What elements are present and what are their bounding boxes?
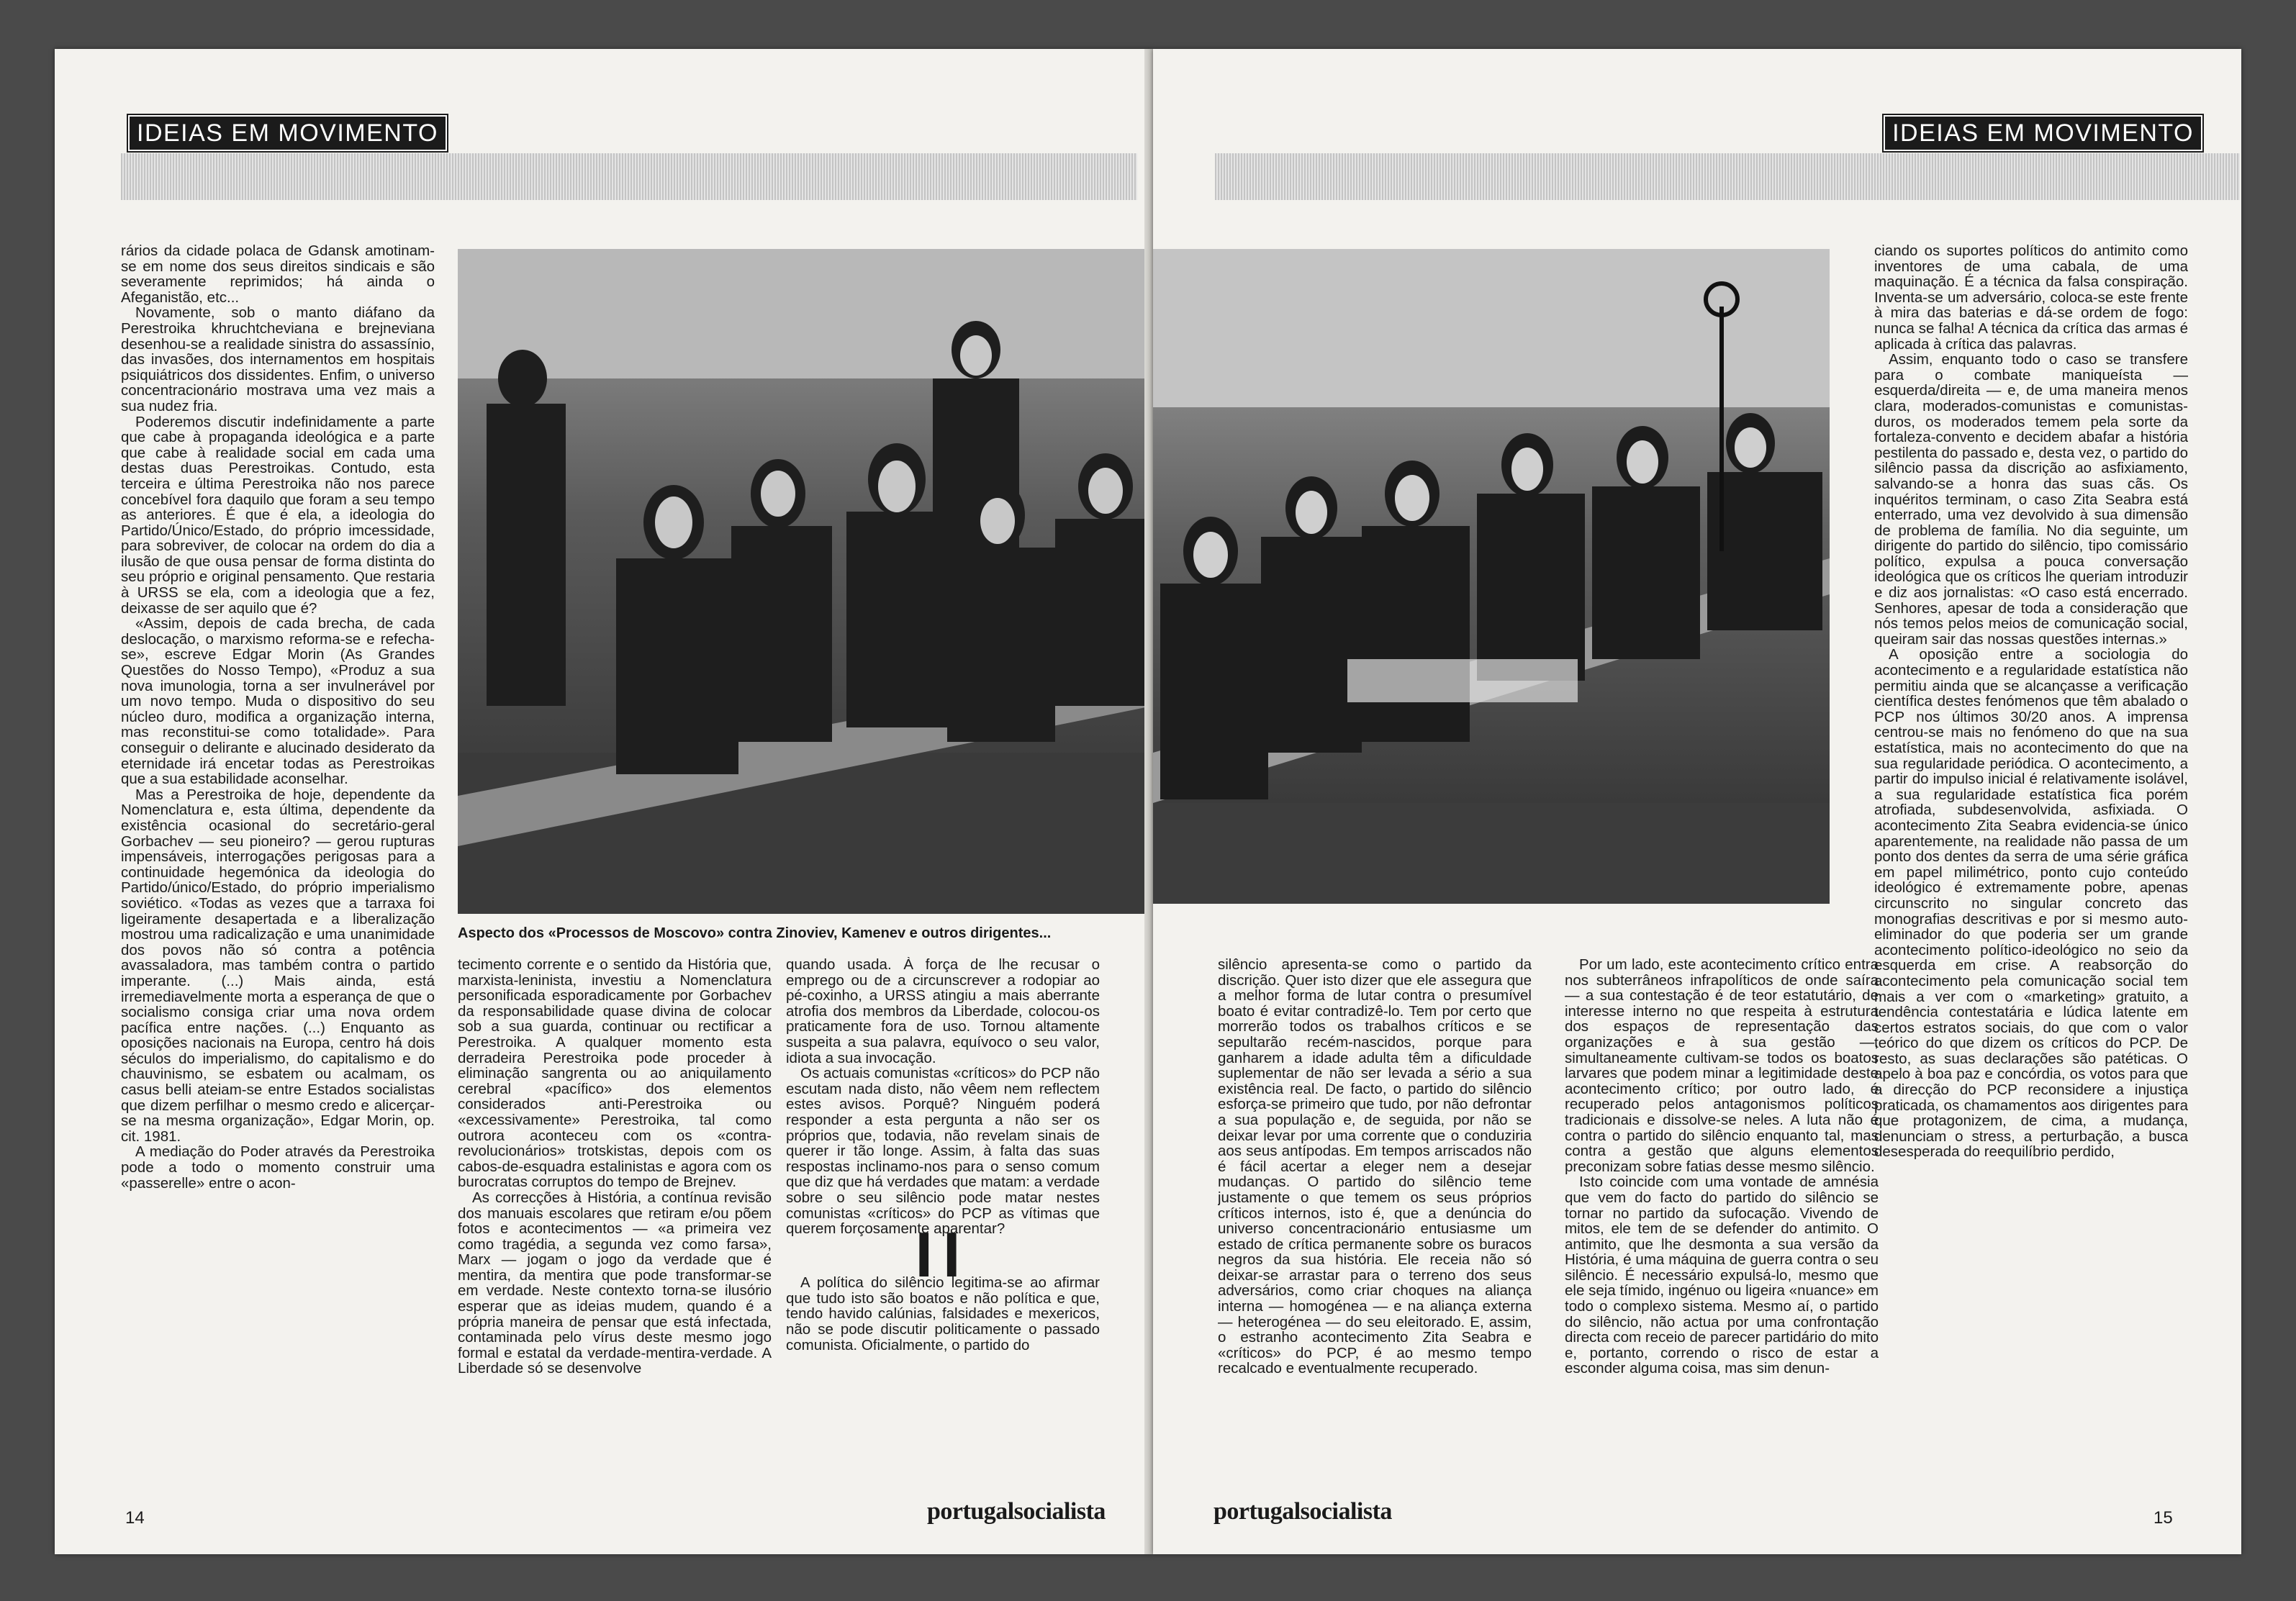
paragraph: Isto coincide com uma vontade de amnésia que vem do facto do partido do silêncio se tornar no partido da sufocação. Vivendo de mitos, ele tem de se defender do antimito. O antimito, que lhe desmonta a sua versão da História, é uma máquina de guerra contra o seu silêncio. É necessário expulsá-lo, mesmo que ele seja tímido, ingénuo ou ligeira «nuance» em todo o complexo sistema. Mesmo aí, o partido do silêncio, não actua por uma confrontação directa com receio de parecer partidário do mito e, portanto, correndo o risco de estar a esconder alguma coisa, mas sim denun- (1565, 1174, 1879, 1377)
courtroom-photo-right (1153, 249, 1830, 904)
paragraph: A política do silêncio legitima-se ao afirmar que tudo isto são boatos e não política e que, tendo havido calúnias, falsidades e mexericos, não se pode discutir politicamente o passado comunista. Oficialmente, o partido do (786, 1274, 1100, 1353)
section-header-bar (1215, 153, 2240, 200)
column-1 (121, 243, 435, 1538)
page-number-right: 15 (2153, 1508, 2173, 1528)
paragraph: tecimento corrente e o sentido da História que, marxista-leninista, investiu a Nomenclatura personificada esporadicamente por Gorbachev da responsabilidade quase divina de colocar sob a sua guarda, continuar ou rectificar a Perestroika. A qualquer momento esta derradeira Perestroika pode proceder à eliminação sangrenta ou ao aniquilamento cerebral «pacífico» dos elementos considerados anti-Perestroika ou «excessivamente» Perestroika, tal como outrora aconteceu com os «contra-revolucionários» trotskistas, depois com os cabos-de-esquadra estalinistas e agora com os burocratas corruptos do tempo de Brejnev. (458, 957, 772, 1191)
courtroom-photo-left (458, 249, 1152, 914)
paragraph: silêncio apresenta-se como o partido da discrição. Quer isto dizer que ele assegura que a melhor forma de lutar contra o presumível boato é evitar contradizê-lo. Tem por certo que morrerão todos os trabalhos críticos e se sepultarão recém-nascidos, porque para ganharem a idade adulta têm a dificuldade suplementar de não ser levada a sério a sua existência real. De facto, o partido do silêncio esforça-se primeiro que tudo, por não defrontar a sua população e, de seguida, por não se deixar levar por uma corrente que o conduziria aos seus antípodas. Em tempos arriscados não é fácil acertar a eleger nem a desejar mudanças. O partido do silêncio teme justamente o que temem os seus próprios críticos internos, isto é, que a denúncia do universo concentracionário entusiasme um estado de crítica permanente sobre os buracos negros da sua história. Ele receia não só deixar-se arrastar para o terreno dos seus adversários, como criar choques na aliança interna — homogénea — e na aliança externa — heterogénea — do seu eleitorado. E, assim, o estranho acontecimento Zita Seabra e «críticos» do PCP, é ao mesmo tempo recalcado e eventualmente recuperado. (1218, 957, 1532, 1377)
column-4 (1218, 957, 1532, 1533)
photo-caption: Aspecto dos «Processos de Moscovo» contra Zinoviev, Kamenev e outros dirigentes... (458, 925, 1052, 941)
paragraph: Os actuais comunistas «críticos» do PCP não escutam nada disto, não vêem nem reflectem estes avisos. Porquê? Ninguém poderá responder a esta pergunta a não ser os próprios que, todavia, não revelam sinais de querer ir tão longe. Assim, à falta das suas respostas inclinamo-nos para o senso comum que diz que há verdades que matam: a verdade sobre o seu silêncio pode matar nestes comunistas «críticos» do PCP as vítimas que querem forçosamente aparentar? (786, 1065, 1100, 1238)
left-page (55, 49, 1152, 1554)
paragraph: rários da cidade polaca de Gdansk amotinam-se em nome dos seus direitos sindicais e são severamente reprimidos; há ainda o Afeganistão, etc... (121, 243, 435, 306)
magazine-name-left: portugalsocialista (927, 1498, 1106, 1525)
section-numeral: II (915, 1218, 971, 1290)
section-header-bar (121, 153, 1137, 200)
photo-left-half (458, 249, 1152, 914)
section-label: IDEIAS EM MOVIMENTO (128, 115, 447, 151)
magazine-name-right: portugalsocialista (1213, 1498, 1392, 1525)
column-5 (1565, 957, 1879, 1533)
page-number-left: 14 (125, 1508, 145, 1528)
right-page (1153, 49, 2241, 1554)
column-6 (1874, 243, 2188, 1538)
paragraph: ciando os suportes políticos do antimito como inventores de uma cabala, de uma maquinação. É a técnica da falsa conspiração. Inventa-se um adversário, coloca-se este frente à mira das baterias e dá-se ordem de fogo: nunca se falha! A técnica da crítica das armas é aplicada à crítica das palavras. (1874, 243, 2188, 353)
paragraph: A oposição entre a sociologia do acontecimento e a regularidade estatística não permitiu ainda que se alcançasse a verificação científica destes fenómenos que têm abalado o PCP nos últimos 30/20 anos. A imprensa centrou-se mais no fenómeno do que na sua estatística, mais no acontecimento do que na sua regularidade periódica. O acontecimento, a partir do impulso inicial é relativamente isolável, a sua regularidade estatística fica porém atrofiada, subdesenvolvida, asfixiada. O acontecimento Zita Seabra evidencia-se único aparentemente, na realidade não passa de um ponto dos dentes da serra de uma série gráfica em papel milimétrico, ponto cujo conteúdo ideológico é extremamente pobre, apenas circunscrito no singular concreto das monografias descritivas e por si mesmo auto-eliminador do que poderia ser um grande acontecimento político-ideológico no seio da esquerda em crise. A reabsorção do acontecimento pela comunicação social tem mais a ver com o «marketing» gratuito, a tendência contestatária e lúdica latente em certos estratos sociais, do que com o valor teórico do que dizem os críticos do PCP. De resto, as suas declarações são patéticas. O apelo à boa paz e concórdia, os votos para que a direcção do PCP reconsidere a injustiça praticada, os chamamentos aos dirigentes para que protagonizem, de cima, a mudança, denunciam o stress, a perturbação, a busca desesperada do reequilíbrio perdido, (1874, 646, 2188, 1161)
paragraph: «Assim, depois de cada brecha, de cada deslocação, o marxismo reforma-se e refecha-se», escreve Edgar Morin (As Grandes Questões do Nosso Tempo), «Produz a sua nova imunologia, torna a ser invulnerável por um novo tempo. Muda o dispositivo do seu núcleo duro, modifica a organização interna, mas reconstitui-se como totalidade». Para conseguir o delirante e alucinado desiderato da eternidade irá encetar todas as Perestroikas que a sua estabilidade aconselhar. (121, 615, 435, 788)
column-3 (786, 957, 1100, 1533)
paragraph: Mas a Perestroika de hoje, dependente da Nomenclatura e, esta última, dependente da existência ocasional do secretário-geral Gorbachev — seu pioneiro? — gerou rupturas impensáveis, interrogações perigosas para a continuidade hegemónica da ideologia do Partido/único/Estado, do próprio imperialismo soviético. «Todas as vezes que a tarraxa foi ligeiramente desapertada e a liberalização mostrou uma radicalização e uma unanimidade dos povos não só contra a potência avassaladora, mas também contra o partido imperante. (...) Mais ainda, está irremediavelmente morta a esperança de que o socialismo consiga criar uma nova ordem pacífica entre nações. (...) Enquanto as oposições nacionais na Europa, centro há dois séculos do imperialismo, do capitalismo e do chauvinismo, se esbatem ou acalmam, os casus belli ateiam-se entre Estados socialistas que dizem perfilhar o mesmo credo e alicerçar-se na mesma organização», Edgar Morin, op. cit. 1981. (121, 786, 435, 1145)
paragraph: quando usada. À força de lhe recusar o emprego ou de a circunscrever a rodopiar ao pé-coxinho, a URSS atingiu a mais aberrante atrofia dos membros da Liberdade, colocou-os praticamente fora de uso. Tornou altamente suspeita a sua palavra, equívoco o seu valor, idiota a sua invocação. (786, 957, 1100, 1066)
paragraph: Por um lado, este acontecimento crítico entra nos subterrâneos infrapolíticos de onde saíra — a sua contestação é de teor estatutário, de interesse interno no que respeita à estrutura dos espaços de representação das organizações e à sua gestão —, simultaneamente cultivam-se todos os boatos larvares que podem minar a legitimidade deste acontecimento crítico; por outro lado, é recuperado pelos antagonismos políticos tradicionais e dissolve-se neles. A luta não é contra o partido do silêncio enquanto tal, mas contra a gestão que alguns elementos preconizam sobre fatias desse mesmo silêncio. (1565, 957, 1879, 1175)
paragraph: Novamente, sob o manto diáfano da Perestroika khruchtcheviana e brejneviana desenhou-se a realidade sinistra do assassínio, das invasões, dos internamentos em hospitais psiquiátricos dos dissidentes. Enfim, o universo concentracionário mostrava uma vez mais a sua nudez fria. (121, 304, 435, 414)
paragraph: A mediação do Poder através da Perestroika pode a todo o momento construir uma «passerelle» entre o acon- (121, 1143, 435, 1192)
photo-right-half (1153, 249, 1830, 904)
paragraph: Poderemos discutir indefinidamente a parte que cabe à propaganda ideológica e a parte que cabe à realidade social em cada uma destas duas Perestroikas. Contudo, esta terceira e última Perestroika não nos parece concebível fora daquilo que foram a seu tempo as anteriores. É que é ela, a ideologia do Partido/Único/Estado, do próprio imcessidade, para sobreviver, de colocar na ordem do dia a ilusão de que ousa pensar de forma distinta do seu próprio e original pensamento. Que restaria à URSS se ela, com a ideologia que a fez, deixasse de ser aquilo que é? (121, 413, 435, 617)
paragraph: As correcções à História, a contínua revisão dos manuais escolares que retiram e/ou põem fotos e acontecimentos — «a primeira vez como tragédia, a segunda vez como farsa», Marx — jogam o jogo da verdade que é mentira, da mentira que pode transformar-se em verdade. Neste contexto torna-se ilusório esperar que as ideias mudem, quando é a própria maneira de pensar que está infectada, contaminada pelo vírus deste mesmo jogo formal e estatal da verdade-mentira-verdade. A Liberdade só se desenvolve (458, 1189, 772, 1377)
column-2 (458, 957, 772, 1533)
section-label: IDEIAS EM MOVIMENTO (1884, 115, 2202, 151)
paragraph: Assim, enquanto todo o caso se transfere para o combate maniqueísta — esquerda/direita — e, de uma maneira menos clara, moderados-comunistas e comunistas-duros, os moderados temem pela sorte da fortaleza-convento e decidem abafar a história pestilenta do passado e, desta vez, o partido do silêncio passa da discrição ao asfixiamento, salvando-se a honra das suas cãs. Os inquéritos terminam, o caso Zita Seabra está enterrado, uma vez devolvido à sua dimensão de problema de família. No dia seguinte, um dirigente do partido do silêncio, tipo comissário político, expulsa a pouca conversação ideológica que os críticos lhe queriam introduzir e diz aos jornalistas: «O caso está encerrado. Senhores, apesar de toda a consideração que nós temos pelos meios de comunicação social, queiram sair das nossas questões internas.» (1874, 351, 2188, 648)
